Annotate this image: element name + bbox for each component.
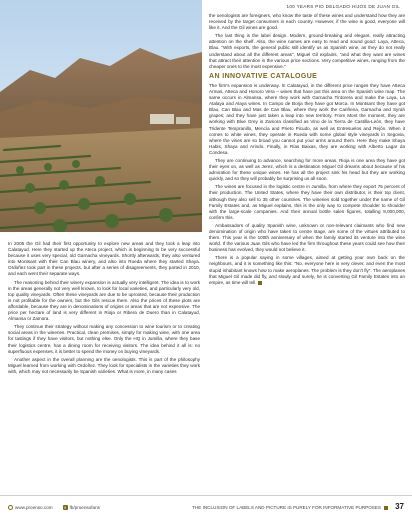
left-text-column: [8, 241, 200, 377]
facebook-text: fb/proensofans: [69, 505, 100, 510]
globe-icon: [8, 505, 13, 510]
body-paragraph: The reasoning behind their winery expansion is actually very intelligent. The idea is to work in the areas generally not very well known, to look for local varieties, and particularly very old, top quality vineyards. Often these vineyards are due to be uprooted, because their production is not profitable for the owners, but the Gils rescue them. Also the prices of these plots are affordable, because they are in denominations of origins or areas that are not expensive. The price per hectare of land is very different in Rioja or Ribera de Duero than in Calatayud, Almansa or Zamora.: [8, 279, 200, 322]
body-paragraph: They continue their strategy without making any concession to wine tourism or to creating social areas in the wineries. Practical, clean premises, simply for making wine, with one area for tastings if they have visitors, but nothing else. Only the HQ in Jumilla, where they base their logistics centre, has a dining room for receiving visitors. The idea behind it all is: no superfluous expenses, it is better to spend the money on buying vineyards.: [8, 324, 200, 354]
tagline-text: THE INCLUSION OF LABELS AND PICTURE IS PURELY FOR INFORMATIVE PURPOSES: [192, 505, 381, 510]
body-paragraph: The last thing is the label design. Modern, ground-breaking and elegant, really attracting attention on the shelf. Also, the wine names are easy to read and sound good: Laya, Atteca, Blau. "With exports, the general public still identify us as Spanish wine, as they do not really understand about all the different areas", Miguel Gil explains, "and what they want are wines that attract their attention in the various price sections. Very competitive wines, ranging from the cheaper ones to the most expensive.": [209, 33, 405, 69]
facebook-link[interactable]: [63, 505, 100, 510]
body-paragraph: the oenologists are foreigners, who know the taste of these wines and understand how they are received by the target consumers in each country. However, if the wine is good, everyone will like it. And the Gil wines are good.: [209, 13, 405, 31]
website-text: www.proenso.com: [15, 505, 53, 510]
square-bullet-icon: [384, 506, 388, 510]
running-header: 100 YEARS PIO DELGADO HIJOS DE JUAN GIL: [286, 4, 400, 9]
body-paragraph: [209, 255, 405, 285]
footer-links: [8, 505, 100, 510]
section-heading: AN INNOVATIVE CATALOGUE: [209, 72, 318, 80]
body-paragraph: Another aspect in the overall planning are the oenologists. This is part of the philosophy Miguel learned from working with Ordoñez. They look for specialists in the varieties they work with, which may not necessarily be Spanish varieties. What is more, in many cases: [8, 356, 200, 374]
right-text-column: [209, 13, 405, 288]
closing-paragraph-text: There is a popular saying in some villages, aimed at getting your own back on the neighbours, and it is something like this: "No, everyone here is very clever, and even the most stupid inhabitant knows how to make aeroplanes. The problem is they don't fly". The aeroplanes that Miguel Gil made did fly, and slowly and surely, he is converting Gil Family Estates into an empire, as time will tell.: [209, 255, 405, 285]
body-paragraph: They are continuing to advance, searching for more areas. Rioja is one area they have got their eyes on, as well as Jerez, which is a destination Miguel Gil dreams about because of his admiration for these unique wines. He has all the project sink his head but they are working quickly, and so they will probably be surprising us all soon.: [209, 157, 405, 182]
footer-tagline: [192, 505, 388, 510]
body-paragraph: The wines are focused in the logistic centre in Jumilla, from where they export 75 percent of their production. The United States, where they have their own distributor, is their top client, although they also sell to 35 other countries. The wineries sold together under the name of Gil Family Estates and, as Miguel explains, this is the only way to compete shoulder to shoulder with the large-scale companies. And their annual bottle sales figures, totalling 8,000,000, confirm this.: [209, 184, 405, 220]
body-paragraph: In 2005 the Gil had their first opportunity to explore new areas and they took a leap into Calatayud. Here they started up the Ateca project, which is beginning to be very successful because it uses very special, old Garnacha vineyards. Shortly afterwards, they also ventured into Montsant with their Can Blau winery, and also into Rueda where they started Shaya. Ordoñez took part in these projects, but after a series of disagreements, they parted in 2010, and each went their separate ways.: [8, 241, 200, 277]
body-paragraph: Ambassadors of quality Spanish wine, unknown or non-relevant claimants who find new denomination of origin who have taken to centre stage, are some of the virtues attributed to them. This year is the 100th anniversary of when the family started its venture into the wine world. If the various Juan Gils who have led the firm throughout these years could see how their business has evolved, they would not believe it.: [209, 222, 405, 253]
vineyard-photo: [0, 0, 202, 232]
end-of-article-icon: [258, 281, 262, 285]
website-link[interactable]: [8, 505, 53, 510]
page-number: 37: [395, 502, 404, 511]
body-paragraph: The firm's expansion is underway. In Calatayud, in the different price ranges they have Atteca Armas, Atteca and Honoro Vera – wines that have put this area on the Spanish wine map. The same occurs in Almansa, where they work with Garnacha Tintorera and make the Laya, La Atalaya and Alaya wines. In Campo de Borja they have got Morca. In Montsant they have got Blau, Can Blau and Mas de Can Blau, where they work the Cariñena, Garnacha and Syrah grapes; and they have just taken a leap into new territory. From Mont the moment, they are working with Blue Grey in Zamora classified as Vino de la Tierra de Castilla-León, they have Tridente Tempranillo, Mencía and Prieto Picudo, as well as Entresuelos and Rejón. When it comes to white wines, they operate in Rueda with some global style vineyards in Segovia, where the vines are so broad you cannot put your arms around them. Here they make Shaya Habis, Shaya and Arindo. Finally, in Rías Baixas, they are working with Alberto Lagar da Condesa.: [209, 82, 405, 155]
page-footer: [0, 495, 412, 518]
facebook-icon: f: [64, 505, 66, 510]
